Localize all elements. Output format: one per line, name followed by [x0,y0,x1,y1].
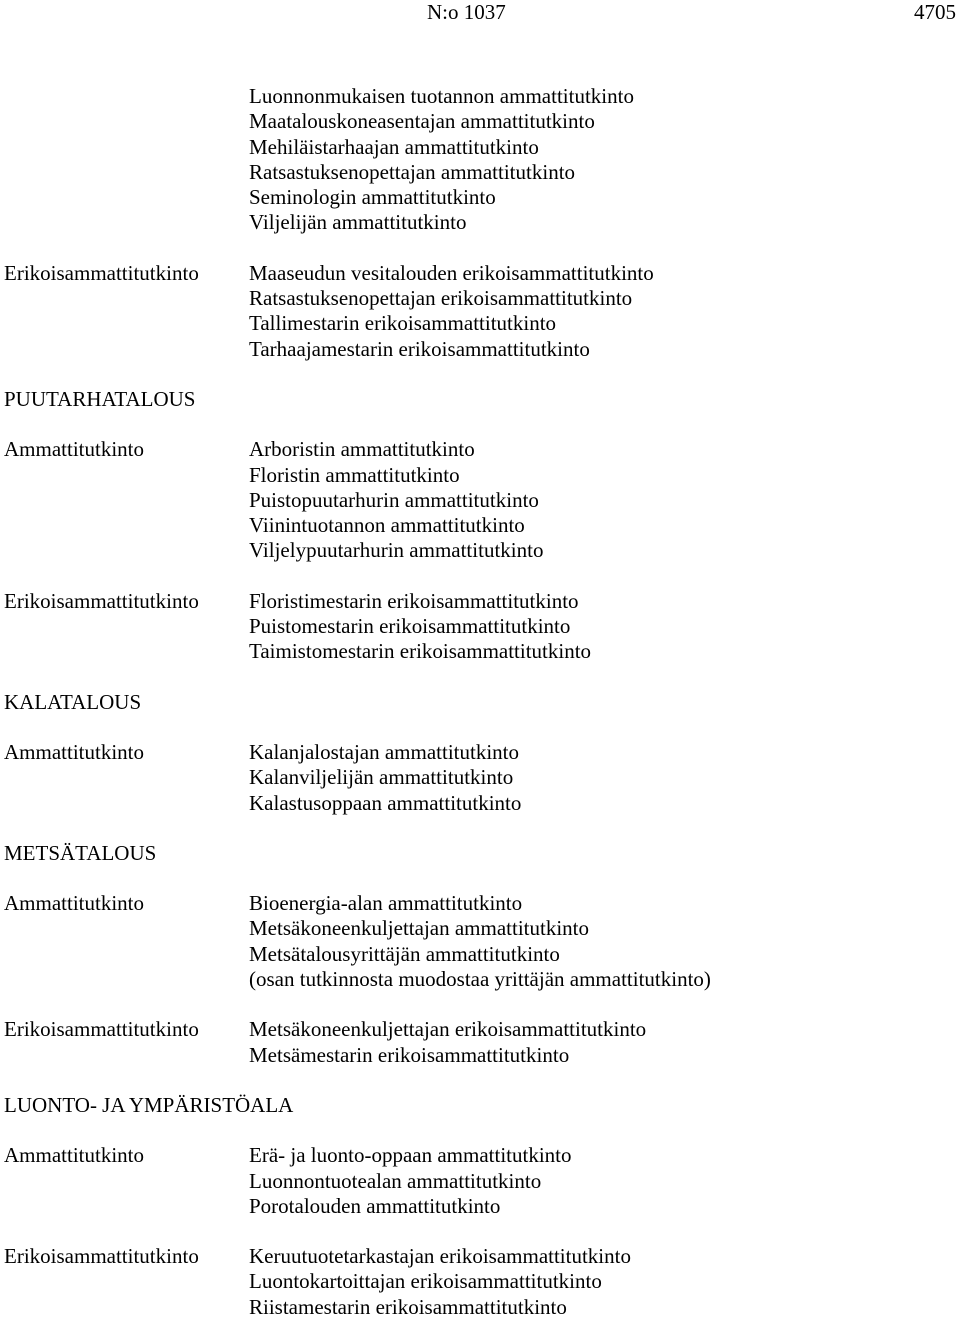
qualification-type-label: Erikoisammattitutkinto [4,588,199,613]
block-spacer [4,816,954,841]
qualification-item: Tarhaajamestarin erikoisammattitutkinto [249,336,590,361]
qualification-group [4,437,954,563]
qualification-item: Metsäkoneenkuljettajan erikoisammattitutkinto [249,1017,647,1042]
qualification-type-label: Erikoisammattitutkinto [4,1244,199,1269]
page-header [0,0,960,26]
section-heading: LUONTO- JA YMPÄRISTÖALA [4,1092,294,1117]
qualification-type-label [4,84,249,236]
qualification-item: Taimistomestarin erikoisammattitutkinto [249,639,592,664]
qualification-group [4,740,954,816]
qualification-group [4,891,954,992]
qualification-item: Metsätalousyrittäjän ammattitutkinto [249,941,560,966]
qualification-item: Floristimestarin erikoisammattitutkinto [249,588,579,613]
qualification-item: Maatalouskoneasentajan ammattitutkinto [249,109,595,134]
block-spacer [4,1068,954,1093]
block-spacer [4,236,954,261]
qualification-group [4,1244,954,1320]
qualification-item: Ratsastuksenopettajan erikoisammattitutkinto [249,286,633,311]
qualification-item: Maaseudun vesitalouden erikoisammattitutkinto [249,260,654,285]
qualification-item: Metsämestarin erikoisammattitutkinto [249,1042,570,1067]
section-heading: METSÄTALOUS [4,840,157,865]
qualification-items [249,740,954,816]
qualification-items [249,1017,954,1068]
qualification-group [4,1143,954,1219]
qualification-items [249,1143,954,1219]
qualification-item: Keruutuotetarkastajan erikoisammattitutkinto [249,1244,631,1269]
block-spacer [4,715,954,740]
qualification-item: Riistamestarin erikoisammattitutkinto [249,1294,567,1319]
block-spacer [4,1118,954,1143]
qualification-items [249,589,954,665]
qualification-type-label: Ammattitutkinto [4,437,144,462]
qualification-item: (osan tutkinnosta muodostaa yrittäjän ammattitutkinto) [249,967,711,992]
qualification-item: Porotalouden ammattitutkinto [249,1193,501,1218]
qualification-item: Puistopuutarhurin ammattitutkinto [249,487,539,512]
block-spacer [4,665,954,690]
qualification-group [4,84,954,236]
qualification-item: Metsäkoneenkuljettajan ammattitutkinto [249,916,589,941]
qualification-item: Mehiläistarhaajan ammattitutkinto [249,134,539,159]
qualification-item: Viinintuotannon ammattitutkinto [249,513,525,538]
qualification-type-label: Erikoisammattitutkinto [4,1017,199,1042]
qualification-item: Tallimestarin erikoisammattitutkinto [249,311,557,336]
qualification-item: Erä- ja luonto-oppaan ammattitutkinto [249,1143,572,1168]
qualification-item: Bioenergia-alan ammattitutkinto [249,891,523,916]
qualification-item: Luonnonmukaisen tuotannon ammattitutkinto [249,84,634,108]
block-spacer [4,1219,954,1244]
qualification-items [249,84,954,236]
qualification-items [249,1244,954,1320]
qualification-item: Kalanviljelijän ammattitutkinto [249,765,514,790]
qualification-item: Viljelijän ammattitutkinto [249,210,467,235]
qualification-item: Ratsastuksenopettajan ammattitutkinto [249,159,576,184]
qualification-items [249,891,954,992]
qualification-group [4,261,954,362]
qualification-type-label: Ammattitutkinto [4,739,144,764]
qualification-type-label: Erikoisammattitutkinto [4,260,199,285]
block-spacer [4,564,954,589]
qualification-item: Puistomestarin erikoisammattitutkinto [249,614,571,639]
statute-number: N:o 1037 [427,0,506,24]
qualification-list [4,84,954,1320]
page-number: 4705 [914,0,956,24]
qualification-item: Viljelypuutarhurin ammattitutkinto [249,538,544,563]
section-heading: PUUTARHATALOUS [4,386,196,411]
qualification-item: Luonnontuotealan ammattitutkinto [249,1168,542,1193]
qualification-item: Kalanjalostajan ammattitutkinto [249,739,520,764]
qualification-item: Floristin ammattitutkinto [249,462,460,487]
qualification-items [249,261,954,362]
qualification-type-label: Ammattitutkinto [4,891,144,916]
block-spacer [4,992,954,1017]
qualification-item: Kalastusoppaan ammattitutkinto [249,790,522,815]
qualification-group [4,589,954,665]
qualification-group [4,1017,954,1068]
section-heading: KALATALOUS [4,689,142,714]
block-spacer [4,412,954,437]
qualification-type-label: Ammattitutkinto [4,1143,144,1168]
qualification-item: Seminologin ammattitutkinto [249,185,496,210]
qualification-items [249,437,954,563]
block-spacer [4,866,954,891]
qualification-item: Arboristin ammattitutkinto [249,437,475,462]
qualification-item: Luontokartoittajan erikoisammattitutkinto [249,1269,602,1294]
block-spacer [4,362,954,387]
